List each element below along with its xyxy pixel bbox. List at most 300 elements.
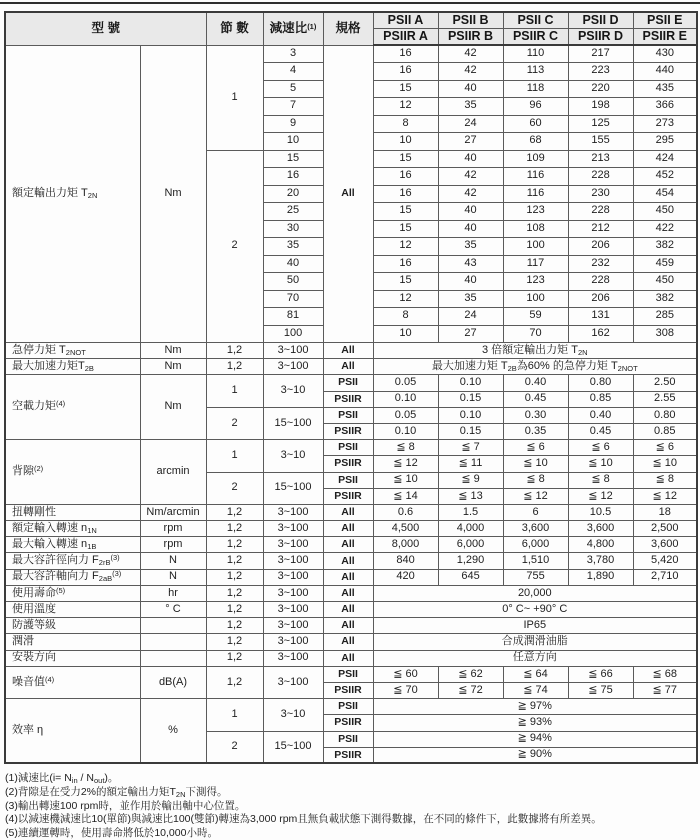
stage-cell: 1,2 — [206, 521, 263, 537]
footnote-line: (2)背隙是在受力2%的額定輸出力矩$T_{2N}$下測得。 — [5, 785, 228, 799]
value-cell: 108 — [503, 220, 568, 238]
value-cell: ≦ 77 — [633, 682, 697, 698]
stage-cell: 2 — [206, 407, 263, 439]
spec-cell: PSII — [323, 440, 373, 456]
value-cell: ≦ 14 — [373, 488, 438, 504]
stage-cell: 1,2 — [206, 537, 263, 553]
value-cell: 16 — [373, 63, 438, 81]
value-cell: 2.55 — [633, 391, 697, 407]
value-cell: ≦ 6 — [568, 440, 633, 456]
value-cell: ≦ 10 — [503, 456, 568, 472]
value-cell: 0.10 — [438, 375, 503, 391]
row-label: 空載力矩$^{(4)}$ — [5, 375, 140, 440]
spec-cell: All — [323, 618, 373, 634]
value-cell: 123 — [503, 203, 568, 221]
value-cell: 42 — [438, 45, 503, 63]
unit-cell: arcmin — [140, 440, 206, 505]
ratio-cell: 15~100 — [263, 472, 323, 504]
value-cell: ≦ 7 — [438, 440, 503, 456]
value-cell: 10 — [373, 133, 438, 151]
ratio-cell: 15 — [263, 150, 323, 168]
value-cell: 42 — [438, 63, 503, 81]
unit-cell: Nm — [140, 343, 206, 359]
value-cell: 840 — [373, 553, 438, 569]
ratio-cell: 35 — [263, 238, 323, 256]
value-cell: ≦ 11 — [438, 456, 503, 472]
row-label: 最大容許徑向力 $F_{2rB}^{(3)}$ — [5, 553, 140, 569]
row-label: 額定輸入轉速 $n_{1N}$ — [5, 521, 140, 537]
value-cell: 206 — [568, 238, 633, 256]
stage-cell: 1,2 — [206, 634, 263, 650]
stage-cell: 1 — [206, 440, 263, 472]
ratio-cell: 30 — [263, 220, 323, 238]
value-cell: 8 — [373, 308, 438, 326]
header-stages: 節 數 — [206, 12, 263, 45]
value-cell: 4,500 — [373, 521, 438, 537]
model-header: PSIIR B — [438, 29, 503, 46]
value-cell: 6,000 — [438, 537, 503, 553]
value-cell: 96 — [503, 98, 568, 116]
value-cell: 155 — [568, 133, 633, 151]
value-cell: 162 — [568, 325, 633, 343]
header-model: 型 號 — [5, 12, 206, 45]
row-label: 噪音值$^{(4)}$ — [5, 666, 140, 698]
value-cell: ≦ 64 — [503, 666, 568, 682]
value-cell: 70 — [503, 325, 568, 343]
ratio-cell: 81 — [263, 308, 323, 326]
value-cell: 223 — [568, 63, 633, 81]
value-cell: 435 — [633, 80, 697, 98]
value-cell: ≦ 10 — [568, 456, 633, 472]
value-cell: 0.05 — [373, 407, 438, 423]
value-cell: 755 — [503, 569, 568, 585]
span-cell: 0° C~ +90° C — [373, 602, 697, 618]
value-cell: 16 — [373, 255, 438, 273]
row-label: 效率 η — [5, 699, 140, 764]
value-cell: 0.10 — [438, 407, 503, 423]
stage-cell: 2 — [206, 150, 263, 343]
value-cell: 40 — [438, 273, 503, 291]
ratio-cell: 100 — [263, 325, 323, 343]
value-cell: 422 — [633, 220, 697, 238]
value-cell: 35 — [438, 238, 503, 256]
value-cell: 27 — [438, 325, 503, 343]
value-cell: ≦ 8 — [503, 472, 568, 488]
ratio-cell: 7 — [263, 98, 323, 116]
value-cell: 1,510 — [503, 553, 568, 569]
spec-cell: PSIIR — [323, 682, 373, 698]
span-cell: 合成潤滑油脂 — [373, 634, 697, 650]
value-cell: ≦ 66 — [568, 666, 633, 682]
value-cell: 0.15 — [438, 391, 503, 407]
value-cell: 15 — [373, 80, 438, 98]
stage-cell: 1,2 — [206, 504, 263, 520]
value-cell: ≦ 6 — [633, 440, 697, 456]
value-cell: 24 — [438, 115, 503, 133]
value-cell: 40 — [438, 220, 503, 238]
value-cell: ≦ 75 — [568, 682, 633, 698]
value-cell: 2.50 — [633, 375, 697, 391]
value-cell: 15 — [373, 273, 438, 291]
value-cell: 60 — [503, 115, 568, 133]
value-cell: ≦ 12 — [633, 488, 697, 504]
unit-cell: dB(A) — [140, 666, 206, 698]
spec-cell: All — [323, 504, 373, 520]
ratio-cell: 9 — [263, 115, 323, 133]
footnote-line: (1)減速比$(i= N_{in} / N_{out})$。 — [5, 772, 119, 786]
spec-cell: PSIIR — [323, 423, 373, 439]
value-cell: 18 — [633, 504, 697, 520]
model-header: PSIIR A — [373, 29, 438, 46]
ratio-cell: 3~100 — [263, 359, 323, 375]
value-cell: 116 — [503, 185, 568, 203]
spec-cell: PSIIR — [323, 391, 373, 407]
spec-cell: PSIIR — [323, 715, 373, 731]
row-label: 使用溫度 — [5, 602, 140, 618]
value-cell: 12 — [373, 238, 438, 256]
value-cell: ≦ 6 — [503, 440, 568, 456]
spec-cell: PSII — [323, 666, 373, 682]
value-cell: 10 — [373, 325, 438, 343]
value-cell: 0.45 — [503, 391, 568, 407]
value-cell: 40 — [438, 80, 503, 98]
value-cell: 8 — [373, 115, 438, 133]
value-cell: 1,290 — [438, 553, 503, 569]
unit-cell — [140, 634, 206, 650]
ratio-cell: 20 — [263, 185, 323, 203]
unit-cell: Nm — [140, 45, 206, 343]
page-top-rule — [0, 2, 700, 4]
span-cell: IP65 — [373, 618, 697, 634]
footnote-line: (3)輸出轉速100 rpm時，並作用於輸出軸中心位置。 — [5, 799, 246, 812]
unit-cell: ° C — [140, 602, 206, 618]
value-cell: 430 — [633, 45, 697, 63]
unit-cell: N — [140, 569, 206, 585]
value-cell: 43 — [438, 255, 503, 273]
value-cell: 0.40 — [568, 407, 633, 423]
value-cell: 27 — [438, 133, 503, 151]
ratio-cell: 3~10 — [263, 375, 323, 407]
row-label: 防護等級 — [5, 618, 140, 634]
stage-cell: 1,2 — [206, 343, 263, 359]
value-cell: 123 — [503, 273, 568, 291]
value-cell: 0.85 — [633, 423, 697, 439]
spec-cell: PSII — [323, 699, 373, 715]
value-cell: 16 — [373, 168, 438, 186]
stage-cell: 1,2 — [206, 602, 263, 618]
value-cell: 35 — [438, 290, 503, 308]
unit-cell: rpm — [140, 521, 206, 537]
ratio-cell: 70 — [263, 290, 323, 308]
value-cell: 4,800 — [568, 537, 633, 553]
row-label: 最大輸入轉速 $n_{1B}$ — [5, 537, 140, 553]
value-cell: 220 — [568, 80, 633, 98]
value-cell: 424 — [633, 150, 697, 168]
value-cell: 16 — [373, 45, 438, 63]
ratio-cell: 3~100 — [263, 585, 323, 601]
spec-cell: All — [323, 343, 373, 359]
footnote-line: (5)連續運轉時，使用壽命將低於10,000小時。 — [5, 826, 218, 839]
model-header: PSII C — [503, 12, 568, 29]
spec-cell: All — [323, 585, 373, 601]
value-cell: 3,600 — [633, 537, 697, 553]
spec-cell: All — [323, 569, 373, 585]
spec-cell: All — [323, 521, 373, 537]
unit-cell: Nm — [140, 359, 206, 375]
spec-cell: PSIIR — [323, 456, 373, 472]
model-header: PSII D — [568, 12, 633, 29]
ratio-cell: 5 — [263, 80, 323, 98]
value-cell: ≦ 8 — [373, 440, 438, 456]
value-cell: 452 — [633, 168, 697, 186]
model-header: PSIIR C — [503, 29, 568, 46]
span-cell: ≧ 90% — [373, 747, 697, 763]
value-cell: 15 — [373, 220, 438, 238]
value-cell: 0.30 — [503, 407, 568, 423]
ratio-cell: 3~100 — [263, 537, 323, 553]
header-spec: 規格 — [323, 12, 373, 45]
ratio-cell: 3~100 — [263, 634, 323, 650]
value-cell: 230 — [568, 185, 633, 203]
value-cell: 232 — [568, 255, 633, 273]
unit-cell: N — [140, 553, 206, 569]
value-cell: 59 — [503, 308, 568, 326]
unit-cell: Nm — [140, 375, 206, 440]
value-cell: 42 — [438, 168, 503, 186]
ratio-cell: 3~100 — [263, 602, 323, 618]
unit-cell — [140, 650, 206, 666]
value-cell: 0.10 — [373, 391, 438, 407]
value-cell: 24 — [438, 308, 503, 326]
stage-cell: 1 — [206, 45, 263, 150]
value-cell: 3,600 — [503, 521, 568, 537]
model-header: PSII E — [633, 12, 697, 29]
value-cell: 645 — [438, 569, 503, 585]
value-cell: ≦ 12 — [568, 488, 633, 504]
value-cell: 382 — [633, 238, 697, 256]
ratio-cell: 3~100 — [263, 650, 323, 666]
spec-cell: All — [323, 650, 373, 666]
value-cell: 6 — [503, 504, 568, 520]
value-cell: 42 — [438, 185, 503, 203]
value-cell: 12 — [373, 98, 438, 116]
value-cell: 212 — [568, 220, 633, 238]
row-label: 扭轉剛性 — [5, 504, 140, 520]
value-cell: ≦ 10 — [633, 456, 697, 472]
span-cell: 20,000 — [373, 585, 697, 601]
ratio-cell: 15~100 — [263, 407, 323, 439]
value-cell: 450 — [633, 273, 697, 291]
unit-cell: % — [140, 699, 206, 764]
stage-cell: 1,2 — [206, 666, 263, 698]
unit-cell: hr — [140, 585, 206, 601]
spec-cell: PSIIR — [323, 747, 373, 763]
value-cell: ≦ 62 — [438, 666, 503, 682]
ratio-cell: 25 — [263, 203, 323, 221]
value-cell: 1.5 — [438, 504, 503, 520]
value-cell: 0.45 — [568, 423, 633, 439]
spec-cell: PSII — [323, 472, 373, 488]
value-cell: 131 — [568, 308, 633, 326]
value-cell: ≦ 8 — [633, 472, 697, 488]
ratio-cell: 4 — [263, 63, 323, 81]
ratio-cell: 16 — [263, 168, 323, 186]
unit-cell: Nm/arcmin — [140, 504, 206, 520]
ratio-cell: 10 — [263, 133, 323, 151]
value-cell: 0.40 — [503, 375, 568, 391]
header-ratio: 減速比$^{(1)}$ — [263, 12, 323, 45]
span-cell: ≧ 94% — [373, 731, 697, 747]
row-label: 最大容許軸向力 $F_{2aB}^{(3)}$ — [5, 569, 140, 585]
value-cell: 0.05 — [373, 375, 438, 391]
row-label: 使用壽命$^{(5)}$ — [5, 585, 140, 601]
ratio-cell: 15~100 — [263, 731, 323, 763]
value-cell: 116 — [503, 168, 568, 186]
ratio-cell: 3~100 — [263, 618, 323, 634]
value-cell: ≦ 12 — [373, 456, 438, 472]
footnotes — [5, 772, 700, 840]
ratio-cell: 3~10 — [263, 699, 323, 731]
stage-cell: 1 — [206, 375, 263, 407]
value-cell: 366 — [633, 98, 697, 116]
value-cell: 3,600 — [568, 521, 633, 537]
stage-cell: 2 — [206, 731, 263, 763]
value-cell: ≦ 70 — [373, 682, 438, 698]
span-cell: 任意方向 — [373, 650, 697, 666]
spec-cell: All — [323, 537, 373, 553]
value-cell: 100 — [503, 238, 568, 256]
value-cell: 206 — [568, 290, 633, 308]
ratio-cell: 3~100 — [263, 343, 323, 359]
value-cell: 118 — [503, 80, 568, 98]
value-cell: 285 — [633, 308, 697, 326]
value-cell: 0.80 — [568, 375, 633, 391]
value-cell: 117 — [503, 255, 568, 273]
value-cell: 273 — [633, 115, 697, 133]
stage-cell: 2 — [206, 472, 263, 504]
value-cell: ≦ 10 — [373, 472, 438, 488]
ratio-cell: 3 — [263, 45, 323, 63]
stage-cell: 1,2 — [206, 585, 263, 601]
value-cell: 0.6 — [373, 504, 438, 520]
value-cell: 228 — [568, 203, 633, 221]
span-cell: ≧ 97% — [373, 699, 697, 715]
value-cell: 110 — [503, 45, 568, 63]
value-cell: 0.85 — [568, 391, 633, 407]
value-cell: 2,710 — [633, 569, 697, 585]
spec-cell: All — [323, 634, 373, 650]
value-cell: ≦ 68 — [633, 666, 697, 682]
value-cell: 0.80 — [633, 407, 697, 423]
value-cell: 35 — [438, 98, 503, 116]
value-cell: 15 — [373, 203, 438, 221]
value-cell: 10.5 — [568, 504, 633, 520]
value-cell: 68 — [503, 133, 568, 151]
value-cell: ≦ 72 — [438, 682, 503, 698]
value-cell: 5,420 — [633, 553, 697, 569]
value-cell: 113 — [503, 63, 568, 81]
stage-cell: 1 — [206, 699, 263, 731]
spec-table — [4, 11, 698, 764]
value-cell: 228 — [568, 168, 633, 186]
footnote-line: (4)以減速機減速比10(單節)與減速比100(雙節)轉速為3,000 rpm且無負載狀態下測得數據，在不同的條件下，此數據將有所差異。 — [5, 813, 602, 826]
value-cell: ≦ 13 — [438, 488, 503, 504]
spec-cell: PSIIR — [323, 488, 373, 504]
model-header: PSII B — [438, 12, 503, 29]
spec-cell: PSII — [323, 407, 373, 423]
row-label: 最大加速力矩$T_{2B}$ — [5, 359, 140, 375]
value-cell: 1,890 — [568, 569, 633, 585]
row-label: 安裝方向 — [5, 650, 140, 666]
value-cell: ≦ 8 — [568, 472, 633, 488]
value-cell: 4,000 — [438, 521, 503, 537]
value-cell: 100 — [503, 290, 568, 308]
spec-cell: All — [323, 359, 373, 375]
row-label: 額定輸出力矩 $T_{2N}$ — [5, 45, 140, 343]
spec-cell: All — [323, 602, 373, 618]
stage-cell: 1,2 — [206, 650, 263, 666]
value-cell: 308 — [633, 325, 697, 343]
ratio-cell: 3~100 — [263, 569, 323, 585]
model-header: PSII A — [373, 12, 438, 29]
value-cell: 40 — [438, 150, 503, 168]
ratio-cell: 3~100 — [263, 521, 323, 537]
value-cell: 198 — [568, 98, 633, 116]
value-cell: 16 — [373, 185, 438, 203]
stage-cell: 1,2 — [206, 569, 263, 585]
value-cell: ≦ 74 — [503, 682, 568, 698]
ratio-cell: 3~10 — [263, 440, 323, 472]
stage-cell: 1,2 — [206, 618, 263, 634]
value-cell: ≦ 9 — [438, 472, 503, 488]
ratio-cell: 50 — [263, 273, 323, 291]
value-cell: 228 — [568, 273, 633, 291]
value-cell: 382 — [633, 290, 697, 308]
ratio-cell: 40 — [263, 255, 323, 273]
value-cell: 3,780 — [568, 553, 633, 569]
value-cell: 0.10 — [373, 423, 438, 439]
value-cell: 420 — [373, 569, 438, 585]
row-label: 背隙$^{(2)}$ — [5, 440, 140, 505]
value-cell: 15 — [373, 150, 438, 168]
value-cell: 213 — [568, 150, 633, 168]
spec-cell: All — [323, 45, 373, 343]
span-cell: 最大加速力矩 $T_{2B}$為60% 的急停力矩 $T_{2NOT}$ — [373, 359, 697, 375]
span-cell: ≧ 93% — [373, 715, 697, 731]
value-cell: 459 — [633, 255, 697, 273]
spec-cell: All — [323, 553, 373, 569]
span-cell: 3 倍額定輸出力矩 $T_{2N}$ — [373, 343, 697, 359]
spec-cell: PSII — [323, 375, 373, 391]
ratio-cell: 3~100 — [263, 504, 323, 520]
model-header: PSIIR D — [568, 29, 633, 46]
value-cell: 0.35 — [503, 423, 568, 439]
value-cell: 217 — [568, 45, 633, 63]
ratio-cell: 3~100 — [263, 553, 323, 569]
value-cell: 40 — [438, 203, 503, 221]
value-cell: 8,000 — [373, 537, 438, 553]
row-label: 急停力矩 $T_{2NOT}$ — [5, 343, 140, 359]
value-cell: ≦ 12 — [503, 488, 568, 504]
value-cell: 2,500 — [633, 521, 697, 537]
value-cell: 295 — [633, 133, 697, 151]
value-cell: 12 — [373, 290, 438, 308]
value-cell: ≦ 60 — [373, 666, 438, 682]
value-cell: 125 — [568, 115, 633, 133]
value-cell: 450 — [633, 203, 697, 221]
value-cell: 6,000 — [503, 537, 568, 553]
value-cell: 109 — [503, 150, 568, 168]
